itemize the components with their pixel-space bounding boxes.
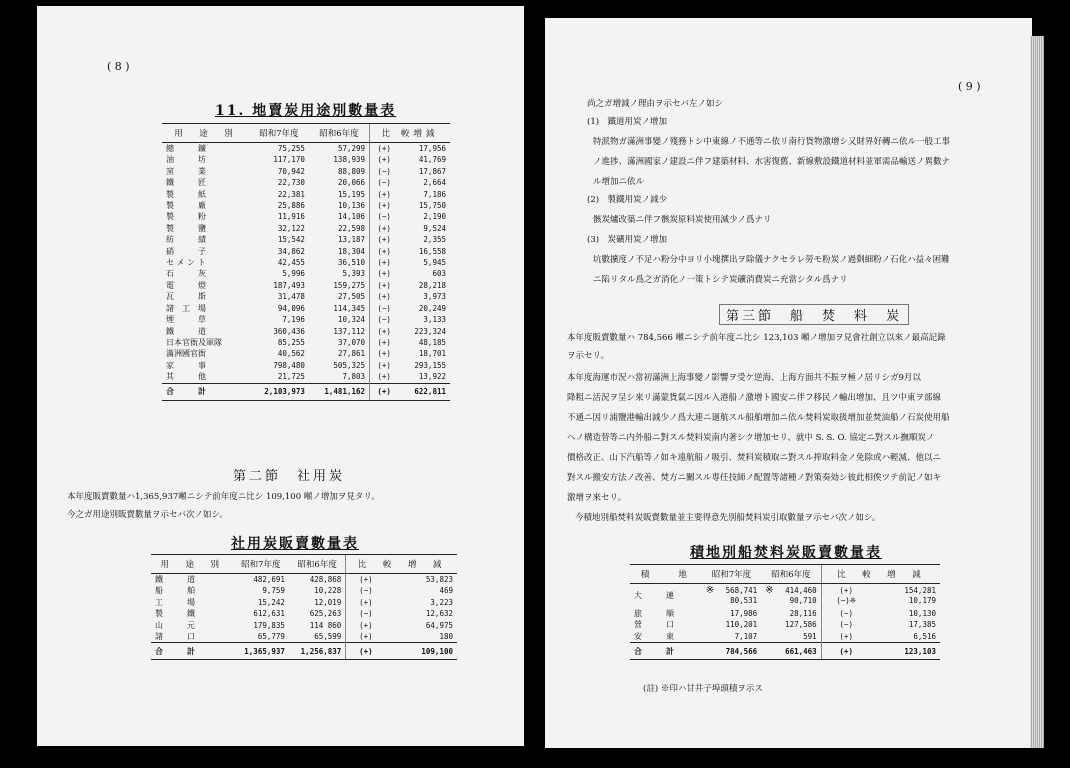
table1-cell-sign: (−) xyxy=(370,314,399,325)
table1-cell-sign: (+) xyxy=(370,268,399,279)
table1-cell-diff: 15,750 xyxy=(418,201,446,211)
table3-cell-y6: ※ 414,460 90,710 xyxy=(765,585,817,605)
table1-cell-y7: 75,255 xyxy=(277,144,305,153)
table1-cell-label: 製 廠 xyxy=(166,201,206,211)
table1-cell-diff: 2,664 xyxy=(423,178,446,188)
table-row xyxy=(151,574,457,586)
table2-cell-y7: 482,691 xyxy=(253,575,285,584)
table-row xyxy=(162,143,450,155)
table-row xyxy=(151,620,457,631)
table3-header-y6: 昭和6年度 xyxy=(761,565,821,584)
page-stack-edge xyxy=(1030,36,1044,748)
table-row xyxy=(162,223,450,234)
table1-cell-diff: 20,249 xyxy=(418,303,446,313)
table2-cell-sign: (+) xyxy=(346,597,386,608)
table3-header-y7: 昭和7年度 xyxy=(702,565,761,584)
table1-cell-sign: (−) xyxy=(370,177,399,188)
section3-p2: ヘノ構造替等ニ内外船ニ對スル焚料炭南内著シク增加セリ、就中 S. S. O. 協定ニ對スル撫順炭ノ xyxy=(567,433,935,443)
table1-cell-sign: (+) xyxy=(370,280,399,291)
table1-title: 11. 地賣炭用途別數量表 xyxy=(215,103,397,119)
table2-cell-y7: 612,631 xyxy=(253,609,285,619)
table-row xyxy=(162,371,450,383)
table1-cell-diff: 2,190 xyxy=(423,212,446,222)
table2-header-y6: 昭和6年度 xyxy=(289,555,346,574)
table1-cell-label: 滿洲國官衙 xyxy=(166,349,206,359)
table1-cell-sign: (−) xyxy=(370,211,399,222)
table-row xyxy=(162,268,450,279)
table1-total-label: 合 計 xyxy=(162,383,249,400)
table3-cell-sign: (+) (−)※ xyxy=(821,584,871,609)
table1-cell-y7: 22,730 xyxy=(277,178,305,188)
loading-port-table xyxy=(630,564,940,660)
table2-header-y7: 昭和7年度 xyxy=(233,555,289,574)
table1-total-sign: (+) xyxy=(370,383,399,400)
section3-p2: 本年度海運市況ハ當初滿洲上海事變ノ影響ヲ受ケ逆海、上海方面共不振ヲ極ノ居リシガ9月以 xyxy=(567,373,921,383)
section2-line2: 今之ガ用途別販賣數量ヲ示セバ次ノ如シ。 xyxy=(67,510,228,520)
item-3-text: ニ陷リタル爲之ガ消化ノ一策トシテ炭礦消費炭ニ充當シタル爲ナリ xyxy=(593,275,848,285)
table1-cell-y7: 15,542 xyxy=(277,235,305,245)
table-row xyxy=(162,360,450,371)
table1-cell-label: 製 紙 xyxy=(166,189,206,199)
table-row xyxy=(151,597,457,608)
table1-cell-y6: 27,861 xyxy=(337,349,366,359)
usage-quantity-table xyxy=(162,123,450,401)
table1-cell-label: 鐵 道 xyxy=(166,326,206,336)
table1-cell-y7: 798,480 xyxy=(273,360,305,370)
table3-cell-y7: 110,201 xyxy=(725,620,758,630)
table1-cell-label: 硝 子 xyxy=(166,246,206,256)
table1-cell-sign: (−) xyxy=(370,166,399,177)
table1-cell-y7: 94,096 xyxy=(277,303,305,313)
table1-cell-diff: 3,133 xyxy=(423,315,446,325)
section3-p1: 本年度販賣數量ハ 784,566 噸ニシテ前年度ニ比シ 123,103 噸ノ增加ヲ見會社創立以來ノ最高記錄 xyxy=(567,333,946,343)
table3-total-label: 合 計 xyxy=(630,643,702,660)
table1-cell-label: 其 他 xyxy=(166,372,206,382)
table1-cell-diff: 293,155 xyxy=(414,360,446,370)
table1-cell-sign: (+) xyxy=(370,371,399,383)
table2-cell-label: 鐵 道 xyxy=(155,575,195,584)
table2-total-label: 合 計 xyxy=(151,643,233,660)
table1-cell-label: 電 燈 xyxy=(166,280,206,290)
company-use-table xyxy=(151,554,457,660)
page-number: ( 9 ) xyxy=(958,80,981,93)
table1-cell-sign: (+) xyxy=(370,154,399,165)
table1-cell-label: 諸 工 場 xyxy=(166,303,206,313)
table1-cell-y7: 5,996 xyxy=(282,269,305,279)
table-row xyxy=(162,337,450,348)
table1-total-diff: 622,811 xyxy=(398,383,450,400)
section3-p2: 價格改正、山下汽船等ノ如キ遠航船ノ吸引、焚料炭積取ニ對スル搾取料金ノ免除或ハ輕減、他以ニ xyxy=(567,453,942,463)
table1-cell-y7: 187,493 xyxy=(273,280,305,290)
table1-cell-y6: 505,325 xyxy=(333,360,366,370)
item-1-text: ル增加ニ依ル xyxy=(593,177,645,187)
table3-cell-diff: 10,130 xyxy=(908,609,936,618)
item-1-text: ノ進捗、滿洲國家ノ建設ニ伴フ建築材料、水害復舊、新線敷設鐵道材料並軍需品輸送ノ異數ナ xyxy=(593,157,951,167)
table2-cell-y6: 10,228 xyxy=(314,586,342,596)
table1-cell-label: 製 鹽 xyxy=(166,223,206,233)
table2-title: 社用炭販賣數量表 xyxy=(231,536,359,552)
table1-cell-y7: 40,562 xyxy=(277,349,305,359)
table1-cell-y7: 85,255 xyxy=(277,337,305,347)
table-row xyxy=(162,234,450,245)
table2-header-diff: 比 較 増 減 xyxy=(346,555,457,574)
table3-cell-label: 旅 順 xyxy=(634,609,674,618)
table-row xyxy=(630,631,940,643)
table3-header-diff: 比 較 増 減 xyxy=(821,565,940,584)
table1-cell-sign: (+) xyxy=(370,326,399,337)
table1-cell-y7: 31,478 xyxy=(277,292,305,302)
table3-cell-y6: 127,586 xyxy=(785,620,817,630)
table1-cell-sign: (+) xyxy=(370,360,399,371)
table1-cell-label: 日本官衙及軍隊 xyxy=(166,337,222,347)
table2-cell-diff: 3,223 xyxy=(430,597,453,607)
table3-cell-diff: 154,281 10,179 xyxy=(904,586,936,605)
section3-p2: 降粗ニ活況ヲ呈シ來リ滿蒙貨氣ニ因ル入港船ノ激增ト國安ニ伴フ移民ノ輸出增加、且ツ中東ヲ部線 xyxy=(567,393,942,403)
table3-cell-y7: 7,107 xyxy=(734,631,758,641)
table1-cell-y6: 36,510 xyxy=(337,258,366,268)
table1-cell-sign: (+) xyxy=(370,348,399,359)
table2-cell-y7: 15,242 xyxy=(257,597,285,607)
table1-cell-label: 製 粉 xyxy=(166,212,206,222)
table1-cell-label: 瓦 斯 xyxy=(166,292,206,302)
table1-cell-diff: 17,956 xyxy=(418,144,446,153)
table1-header-diff: 比 較増減 xyxy=(370,124,450,143)
table-row xyxy=(162,257,450,268)
table1-total-y6: 1,481,162 xyxy=(309,383,370,400)
table2-cell-label: 工 場 xyxy=(155,597,195,607)
table1-cell-y6: 14,106 xyxy=(337,212,366,222)
table2-header-usage: 用 途 別 xyxy=(151,555,233,574)
table1-cell-y7: 25,886 xyxy=(277,201,305,211)
table1-total-y7: 2,103,973 xyxy=(249,383,309,400)
table3-cell-sign: (−) xyxy=(821,608,871,619)
table2-cell-y6: 65,599 xyxy=(314,632,342,642)
section3-p3: 今積地別船焚料炭販賣數量並主要得意先別船焚料炭引取數量ヲ示セバ次ノ如シ。 xyxy=(575,513,881,523)
table-row xyxy=(162,314,450,325)
table2-total-y7: 1,365,937 xyxy=(233,643,289,660)
table-row xyxy=(162,246,450,257)
right-page xyxy=(545,18,1032,748)
table1-cell-diff: 5,945 xyxy=(423,258,446,268)
table1-cell-diff: 13,922 xyxy=(418,372,446,382)
table3-header-port: 積 地 xyxy=(630,565,702,584)
table1-cell-y6: 114,345 xyxy=(333,303,366,313)
table1-cell-y6: 10,324 xyxy=(337,315,366,325)
table1-cell-y6: 22,598 xyxy=(337,223,366,233)
table1-cell-y6: 15,195 xyxy=(337,189,366,199)
table2-cell-label: 製 鐵 xyxy=(155,609,195,619)
left-page xyxy=(37,6,524,746)
table2-cell-diff: 64,975 xyxy=(425,620,453,630)
table1-cell-label: 鐵 匠 xyxy=(166,178,206,188)
table1-cell-diff: 28,218 xyxy=(418,280,446,290)
item-2-text: 骸炭爐改築ニ伴フ骸炭原料炭使用減少ノ爲ナリ xyxy=(593,215,772,225)
table3-cell-y6: 591 xyxy=(803,631,817,641)
table1-cell-y6: 18,304 xyxy=(337,246,366,256)
table1-cell-label: 油 坊 xyxy=(166,155,206,165)
table3-cell-diff: 17,385 xyxy=(908,620,936,630)
table2-cell-sign: (+) xyxy=(346,574,386,586)
table2-cell-y6: 12,019 xyxy=(314,597,342,607)
table3-cell-y7: 17,986 xyxy=(730,609,758,618)
table1-cell-sign: (−) xyxy=(370,303,399,314)
table2-cell-y7: 65,779 xyxy=(257,632,285,642)
table1-cell-y6: 137,112 xyxy=(333,326,366,336)
table2-total-sign: (+) xyxy=(346,643,386,660)
table1-cell-diff: 3,973 xyxy=(423,292,446,302)
table1-cell-label: 家 事 xyxy=(166,360,206,370)
table1-cell-sign: (+) xyxy=(370,223,399,234)
item-2-heading: (2) 製鐵用炭ノ減少 xyxy=(587,195,668,205)
table1-cell-label: セ メ ン ト xyxy=(166,258,206,268)
table1-cell-y7: 11,916 xyxy=(277,212,305,222)
section2-line1: 本年度販賣數量ハ1,365,937噸ニシテ前年度ニ比シ 109,100 噸ノ增加ヲ見タリ。 xyxy=(67,492,380,502)
table1-cell-diff: 48,185 xyxy=(418,337,446,347)
table-row xyxy=(162,166,450,177)
table-row xyxy=(630,619,940,630)
table-row xyxy=(151,631,457,643)
table1-cell-label: 總 鑛 xyxy=(166,144,206,153)
section3-p1: ヲ示セリ。 xyxy=(567,351,610,361)
table1-cell-y6: 57,299 xyxy=(337,144,366,153)
section3-heading: 第三節 船 焚 料 炭 xyxy=(719,304,909,325)
table1-cell-diff: 7,186 xyxy=(423,189,446,199)
table1-cell-label: 煙 草 xyxy=(166,315,206,325)
table1-cell-label: 窯 業 xyxy=(166,166,206,176)
table3-cell-label: 大 連 xyxy=(634,591,674,601)
table-row xyxy=(630,608,940,619)
table2-cell-label: 諸 口 xyxy=(155,632,195,642)
table1-header-y7: 昭和7年度 xyxy=(249,124,309,143)
table1-cell-y6: 7,803 xyxy=(342,372,366,382)
item-3-heading: (3) 炭礦用炭ノ增加 xyxy=(587,235,668,245)
table-row xyxy=(162,177,450,188)
table1-cell-y7: 21,725 xyxy=(277,372,305,382)
table1-cell-y6: 37,070 xyxy=(337,337,366,347)
table2-cell-diff: 180 xyxy=(439,632,453,642)
table1-cell-y7: 22,381 xyxy=(277,189,305,199)
table2-cell-diff: 53,823 xyxy=(425,575,453,584)
table1-cell-y6: 27,505 xyxy=(337,292,366,302)
table1-cell-y6: 20,066 xyxy=(337,178,366,188)
table1-cell-y7: 42,455 xyxy=(277,258,305,268)
table-row xyxy=(162,280,450,291)
table-row xyxy=(162,348,450,359)
table3-title: 積地別船焚料炭販賣數量表 xyxy=(690,545,882,561)
table1-cell-diff: 2,355 xyxy=(423,235,446,245)
table-row xyxy=(162,154,450,165)
table1-cell-y7: 70,942 xyxy=(277,166,305,176)
table-row xyxy=(162,200,450,211)
section3-p2: 對スル搬安方法ノ改善、焚方ニ關スル専任技師ノ配置等諸種ノ對策奏効シ彼此相俟ツテ前記ノ如キ xyxy=(567,473,942,483)
table3-total-y6: 661,463 xyxy=(761,643,821,660)
table3-cell-label: 安 東 xyxy=(634,631,674,641)
table1-cell-sign: (+) xyxy=(370,291,399,302)
table1-cell-y6: 10,136 xyxy=(337,201,366,211)
table2-cell-diff: 12,632 xyxy=(425,609,453,619)
table1-cell-label: 石 灰 xyxy=(166,269,206,279)
table1-cell-sign: (+) xyxy=(370,257,399,268)
section2-heading: 第二節 社用炭 xyxy=(233,469,346,484)
table2-total-diff: 109,100 xyxy=(386,643,457,660)
table3-footnote: (註) ※印ハ甘井子埠頭積ヲ示ス xyxy=(643,684,763,694)
table3-total-y7: 784,566 xyxy=(702,643,761,660)
table3-cell-y7: ※ 568,741 80,531 xyxy=(705,585,758,605)
table2-cell-sign: (−) xyxy=(346,585,386,596)
table2-cell-label: 山 元 xyxy=(155,620,195,630)
table2-cell-sign: (−) xyxy=(346,608,386,619)
table1-cell-y6: 138,939 xyxy=(333,155,366,165)
table-row xyxy=(151,608,457,619)
table1-cell-sign: (+) xyxy=(370,234,399,245)
table2-cell-sign: (+) xyxy=(346,620,386,631)
table3-cell-sign: (−) xyxy=(821,619,871,630)
table3-cell-label: 營 口 xyxy=(634,620,674,630)
table1-cell-sign: (+) xyxy=(370,143,399,155)
table1-cell-diff: 223,324 xyxy=(414,326,446,336)
table1-cell-y7: 34,862 xyxy=(277,246,305,256)
table3-cell-diff: 6,516 xyxy=(913,631,936,641)
table1-cell-sign: (+) xyxy=(370,189,399,200)
table1-cell-y6: 5,393 xyxy=(342,269,366,279)
table1-cell-sign: (+) xyxy=(370,200,399,211)
table1-cell-diff: 16,558 xyxy=(418,246,446,256)
table1-cell-sign: (+) xyxy=(370,246,399,257)
table-row xyxy=(162,326,450,337)
table1-cell-label: 紡 績 xyxy=(166,235,206,245)
table2-cell-y7: 179,835 xyxy=(253,620,285,630)
table1-cell-diff: 17,867 xyxy=(418,166,446,176)
table-row xyxy=(162,291,450,302)
table3-total-sign: (+) xyxy=(821,643,871,660)
table3-total-diff: 123,103 xyxy=(871,643,940,660)
table1-cell-y6: 13,187 xyxy=(337,235,366,245)
table1-header-y6: 昭和6年度 xyxy=(309,124,370,143)
table1-cell-y6: 88,809 xyxy=(337,166,366,176)
table1-cell-y7: 360,436 xyxy=(273,326,305,336)
item-3-text: 坑數擴度ノ不足ハ粉分中ヨリ小塊撰出ヲ除儀ナクセラレ勞モ粉炭ノ過剩細粉ノ石化ハ益々困難 xyxy=(593,255,950,265)
table-row xyxy=(162,211,450,222)
table1-cell-sign: (+) xyxy=(370,337,399,348)
table1-cell-diff: 41,769 xyxy=(418,155,446,165)
item-1-heading: (1) 鐵道用炭ノ增加 xyxy=(587,117,668,127)
table-row xyxy=(630,584,940,609)
table3-cell-y6: 28,116 xyxy=(789,609,817,618)
section3-p2: 不通ニ因リ浦鹽港輸出減少ノ爲大連ニ廻航スル船舶增加ニ依ル焚料炭取扱增加並焚油船ノ石炭使用船 xyxy=(567,413,950,423)
table1-cell-diff: 9,524 xyxy=(423,223,446,233)
table1-cell-y6: 159,275 xyxy=(333,280,366,290)
section3-p2: 激增ヲ來セリ。 xyxy=(567,493,627,503)
page-number: ( 8 ) xyxy=(107,60,130,73)
table2-total-y6: 1,256,837 xyxy=(289,643,346,660)
table1-cell-y7: 7,196 xyxy=(282,315,305,325)
table2-cell-y6: 428,868 xyxy=(309,575,342,584)
table2-cell-diff: 469 xyxy=(439,586,453,596)
table3-cell-sign: (+) xyxy=(821,631,871,643)
table2-cell-y6: 114 860 xyxy=(309,620,342,630)
table-row xyxy=(151,585,457,596)
table-row xyxy=(162,189,450,200)
table2-cell-y6: 625,263 xyxy=(309,609,342,619)
intro-line: 尚之ガ増減ノ理由ヲ示セバ左ノ如シ xyxy=(587,99,724,109)
table1-cell-diff: 18,701 xyxy=(418,349,446,359)
table-row xyxy=(162,303,450,314)
item-1-text: 特派物ガ滿洲事變ノ殘務トシ中東線ノ不通等ニ依リ南行貨物激增シ又財界好轉ニ依ル一般工事 xyxy=(593,137,951,147)
table1-cell-diff: 603 xyxy=(432,269,446,279)
table1-header-usage: 用 途 別 xyxy=(162,124,249,143)
table2-cell-sign: (+) xyxy=(346,631,386,643)
table1-cell-y7: 32,122 xyxy=(277,223,305,233)
table2-cell-label: 船 舶 xyxy=(155,586,195,596)
table1-cell-y7: 117,170 xyxy=(273,155,305,165)
table2-cell-y7: 9,759 xyxy=(262,586,285,596)
